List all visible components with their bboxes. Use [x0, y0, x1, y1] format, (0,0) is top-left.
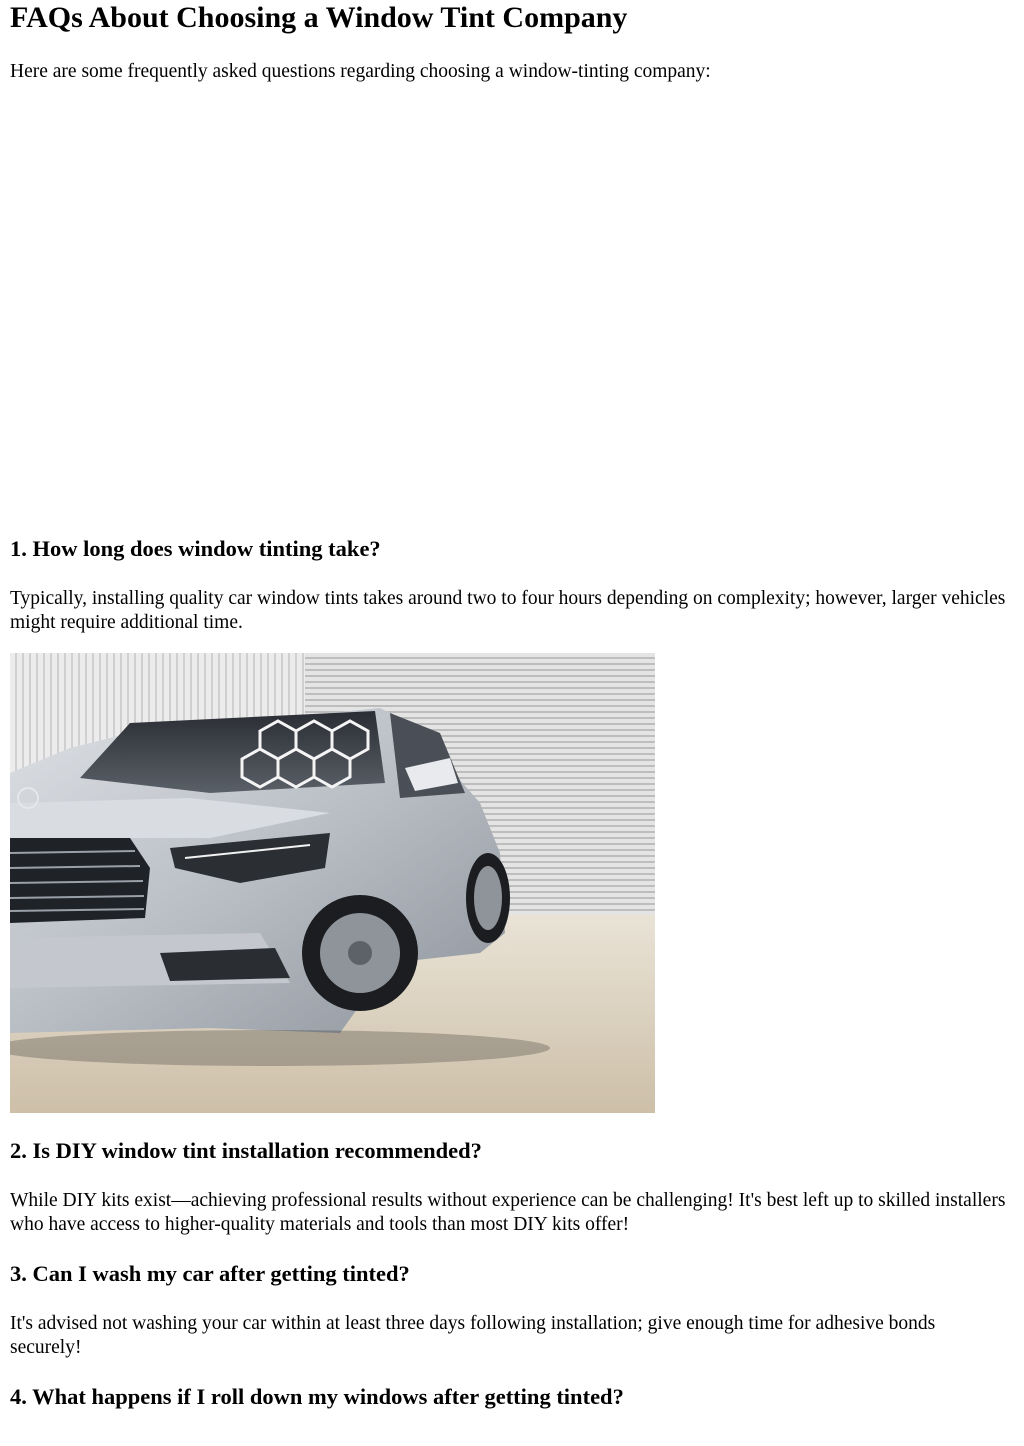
faq-question-1: 1. How long does window tinting take? [10, 536, 381, 561]
car-photo [10, 653, 655, 1113]
faq-question-3: 3. Can I wash my car after getting tinted? [10, 1261, 410, 1286]
faq-answer-1: Typically, installing quality car window tints takes around two to four hours depending on complexity; however, larger vehicles might require additional time. [10, 588, 1006, 633]
faq-question-4: 4. What happens if I roll down my windows after getting tinted? [10, 1384, 624, 1409]
faq-answer-2: While DIY kits exist—achieving professional results without experience can be challenging! It's best left up to skilled installers who have access to higher-quality materials and tools than most DIY kits offer! [10, 1190, 1006, 1235]
intro-paragraph: Here are some frequently asked questions regarding choosing a window-tinting company: [10, 61, 711, 82]
page-title: FAQs About Choosing a Window Tint Company [10, 1, 628, 34]
faq-question-2: 2. Is DIY window tint installation recommended? [10, 1138, 482, 1163]
faq-answer-3: It's advised not washing your car within at least three days following installation; give enough time for adhesive bonds securely! [10, 1313, 936, 1358]
